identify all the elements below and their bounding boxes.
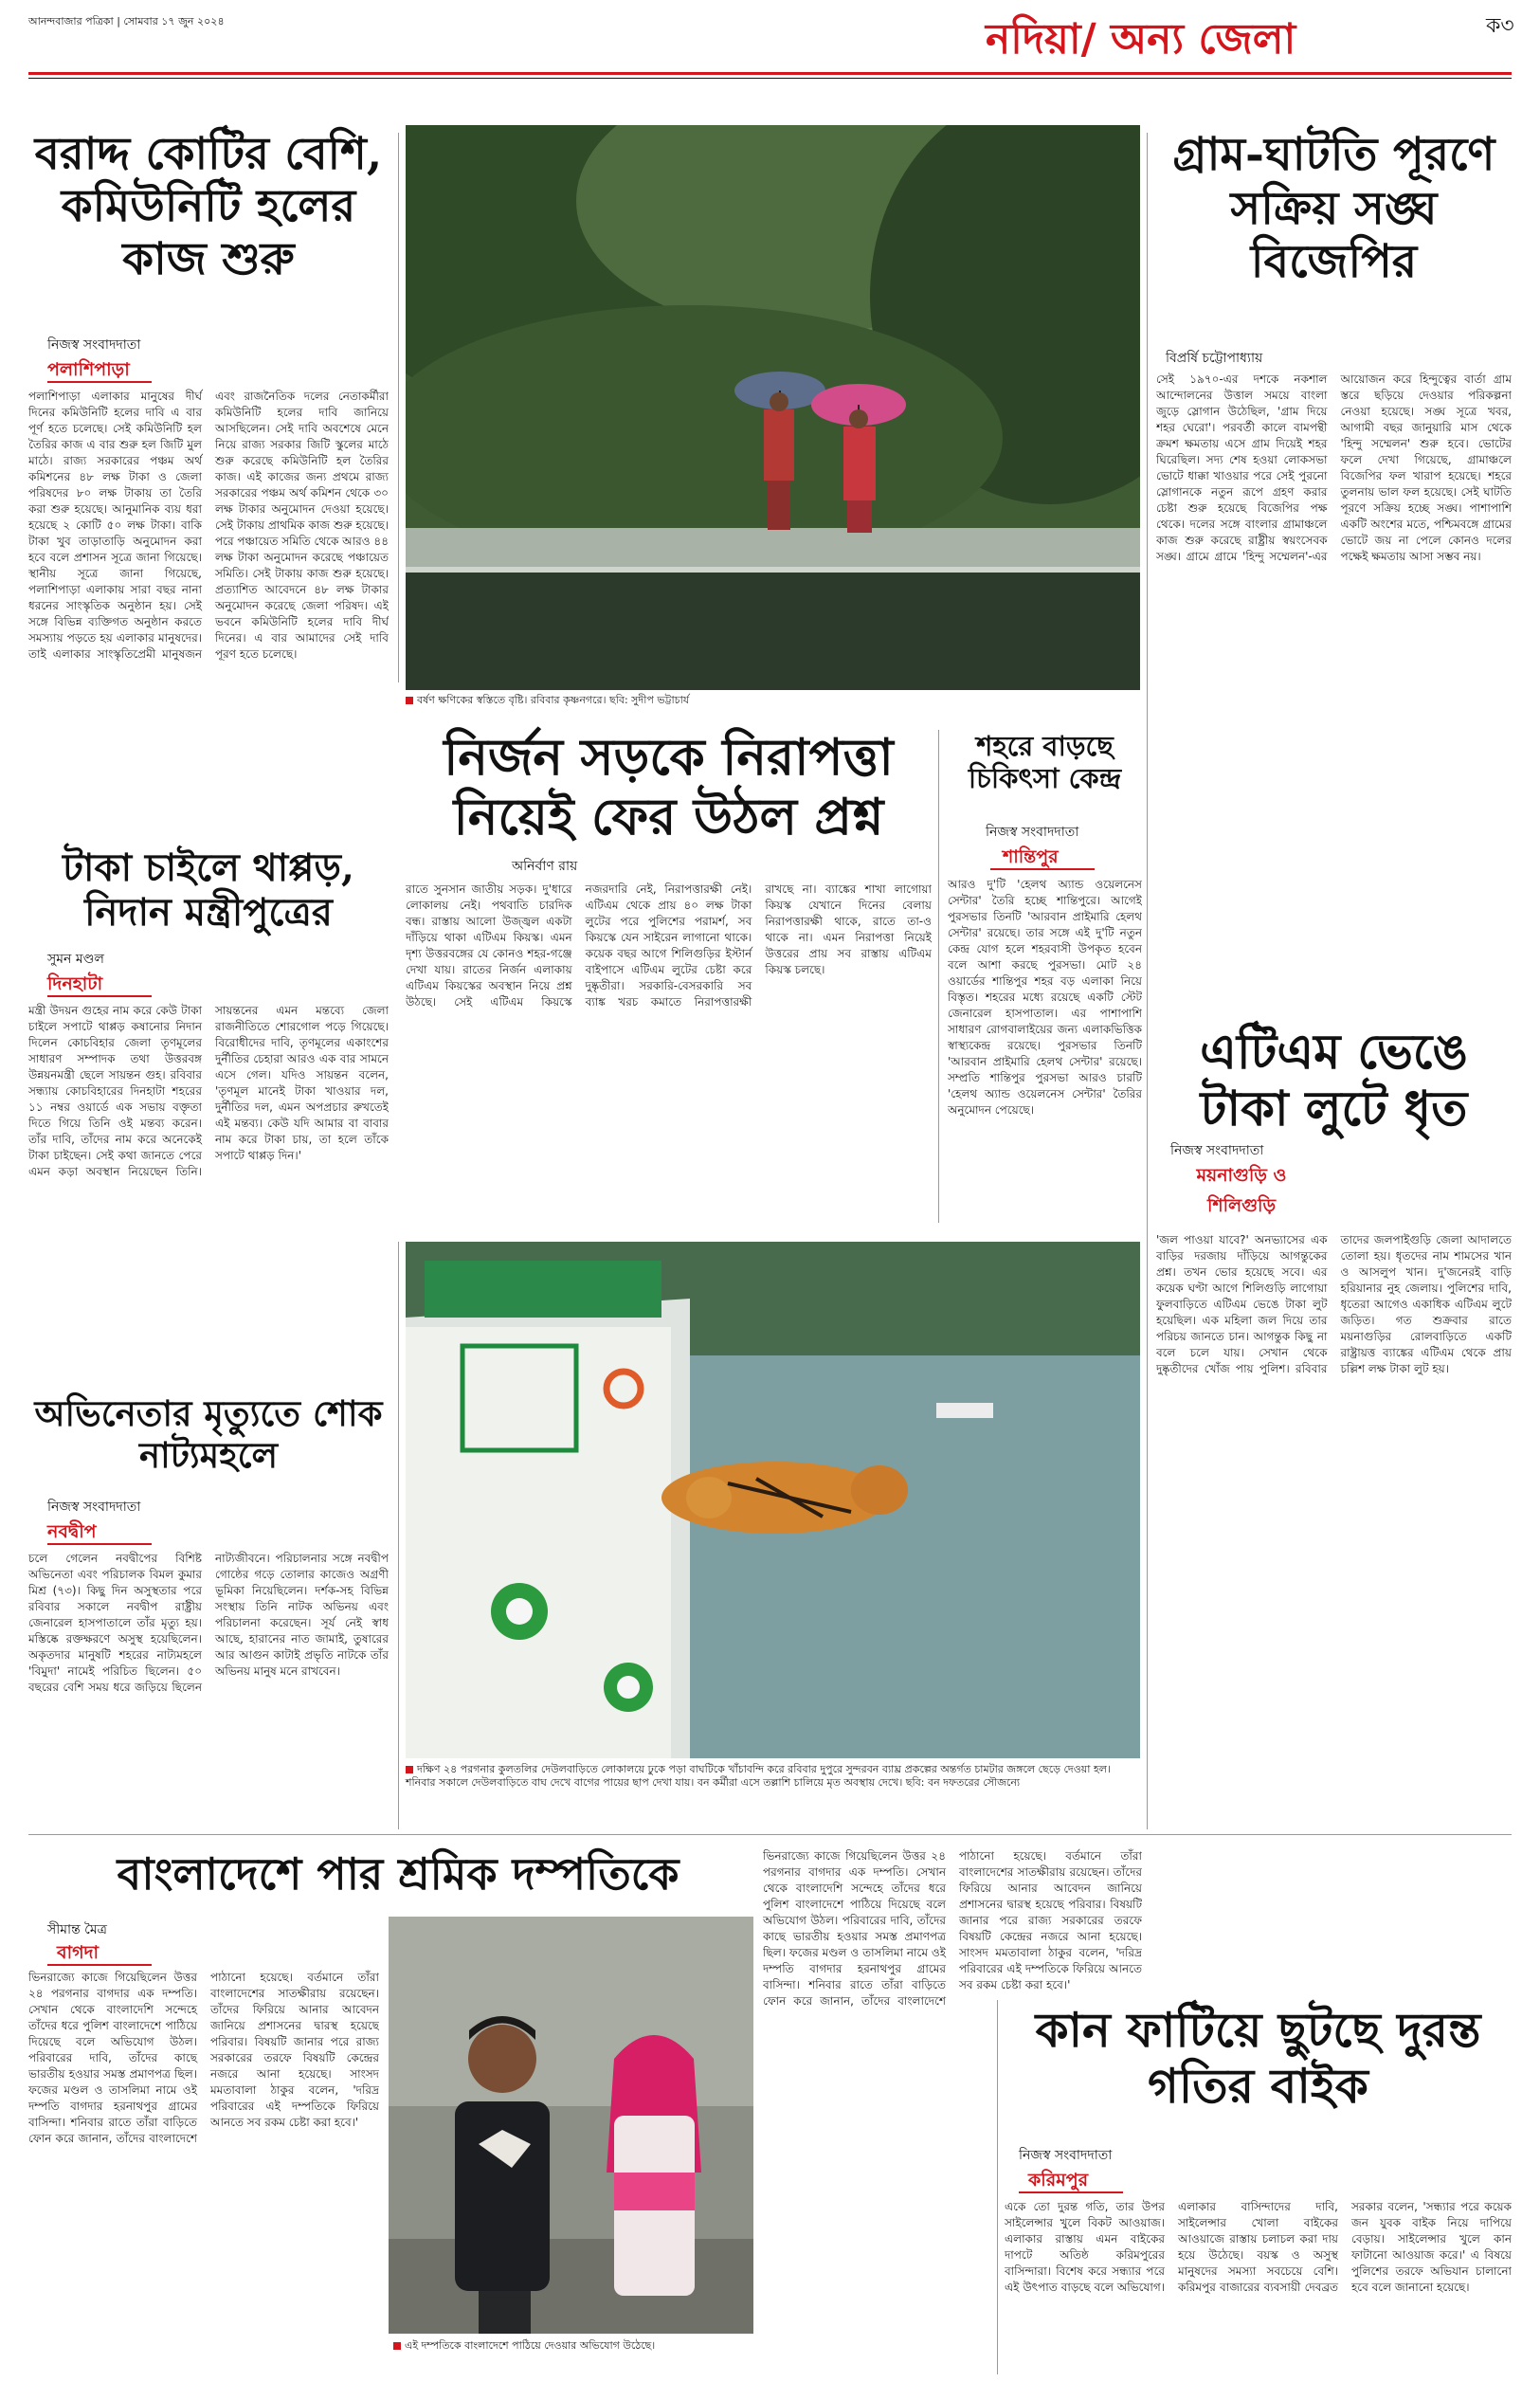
photo-couple <box>389 1917 753 2334</box>
divider <box>398 1242 399 1829</box>
issue-date: সোমবার ১৭ জুন ২০২৪ <box>123 15 225 27</box>
story3-redline <box>47 1543 152 1545</box>
story9-byline: নিজস্ব সংবাদদাতা <box>1019 2148 1113 2163</box>
story6-byline: বিপ্রর্ষি চট্টোপাধ্যায় <box>1166 351 1263 366</box>
divider <box>398 133 399 682</box>
story8-redline <box>47 1964 152 1966</box>
divider <box>28 1834 1512 1835</box>
photo-tiger-release <box>406 1242 1140 1758</box>
photo1-caption-text: বর্ষণ ক্ষণিকের স্বস্তিতে বৃষ্টি। রবিবার কৃষ্ণনগরে। ছবি: সুদীপ ভট্টাচার্য <box>417 694 690 706</box>
masthead-date: আনন্দবাজার পত্রিকা | সোমবার ১৭ জুন ২০২৪ <box>28 15 225 27</box>
story7-body: 'জল পাওয়া যাবে?' অনভ্যাসের এক বাড়ির দরজায় দাঁড়িয়ে আগন্তুকের প্রশ্ন। তখন ভোর হয়েছে সবে। এর কয়েক ঘণ্টা আগে শিলিগুড়ি লাগোয়া ফুলবাড়িতে এটিএম ভেঙে টাকা লুট হয়েছিল। এক মহিলা জল দিয়ে তার পরিচয় জানতে চান। আগন্তুক কিছু না বলে চলে যায়। সেখান থেকে দুষ্কৃতীদের খোঁজ পায় পুলিশ। রবিবার তাদের জলপাইগুড়ি জেলা আদালতে তোলা হয়। ধৃতদের নাম শামসের খান ও আসলুপ খান। দু'জনেরই বাড়ি হরিয়ানার নুহ জেলায়। পুলিশের দাবি, ধৃতেরা আগেও একাধিক এটিএম লুটে জড়িত। গত শুক্রবার রাতে ময়নাগুড়ির রোলবাড়িতে একটি রাষ্ট্রায়ত্ত ব্যাঙ্কের এটিএম থেকে প্রায় চল্লিশ লক্ষ টাকা লুট হয়। <box>1156 1233 1512 1375</box>
story3-byline: নিজস্ব সংবাদদাতা <box>47 1500 141 1515</box>
photo2-caption <box>406 1763 1140 1790</box>
story1-redline <box>47 381 152 383</box>
story9-place: করিমপুর <box>1028 2170 1089 2191</box>
story1-place: পলাশিপাড়া <box>47 359 130 380</box>
story4-body: রাতে সুনসান জাতীয় সড়ক। দু'ধারে লোকালয় নেই। পথবাতি চারদিক বন্ধ। রাস্তায় আলো উজ্জ্বল একটা দাঁড়িয়ে থাকা এটিএম কিয়স্ক। এমন দৃশ্য উত্তরবঙ্গের যে কোনও শহর-গঞ্জে দেখা যায়। রাতের নির্জন এলাকায় এটিএম কিয়স্কের অবস্থান নিয়ে প্রশ্ন উঠছে। সেই এটিএম কিয়স্কে নজরদারি নেই, নিরাপত্তারক্ষী নেই। এটিএম থেকে প্রায় ৪০ লক্ষ টাকা লুটের পরে পুলিশের পরামর্শ, সব কিয়স্কে যেন সাইরেন লাগানো থাকে। কয়েক বছর আগে শিলিগুড়ির ইস্টার্ন বাইপাসে এটিএম লুটের চেষ্টা করে দুষ্কৃতীরা। সরকারি-বেসরকারি সব ব্যাঙ্ক খরচ কমাতে নিরাপত্তারক্ষী রাখছে না। ব্যাঙ্কের শাখা লাগোয়া কিয়স্ক যেখানে দিনের বেলায় নিরাপত্তারক্ষী থাকে, রাতে তা-ও থাকে না। এমন নিরাপত্তা নিয়েই উত্তরের প্রায় সব রাস্তায় এটিএম কিয়স্ক চলছে। <box>406 882 932 1009</box>
paper-name: আনন্দবাজার পত্রিকা <box>28 15 114 27</box>
story7-place: ময়নাগুড়ি ও শিলিগুড়ি <box>1196 1165 1287 1216</box>
story6-body: সেই ১৯৭০-এর দশকে নকশাল আন্দোলনের উত্তাল সময়ে বাংলা জুড়ে স্লোগান উঠেছিল, 'গ্রাম দিয়ে শহর ঘেরো'। পরবর্তী কালে বামপন্থী ক্রমশ ক্ষমতায় এসে গ্রাম দিয়েই শহর ঘিরেছিল। সদ্য শেষ হওয়া লোকসভা ভোটে ধাক্কা খাওয়ার পরে সেই পুরনো স্লোগানকে নতুন রূপে গ্রহণ করার চেষ্টা শুরু হয়েছে বিজেপির পক্ষ থেকে। দলের সঙ্গে বাংলার গ্রামাঞ্চলে কাজ শুরু করেছে রাষ্ট্রীয় স্বয়ংসেবক সঙ্ঘ। গ্রামে গ্রামে 'হিন্দু সম্মেলন'-এর আয়োজন করে হিন্দুত্বের বার্তা গ্রাম স্তরে ছড়িয়ে দেওয়ার পরিকল্পনা নেওয়া হয়েছে। সঙ্ঘ সূত্রে খবর, আগামী বছর জানুয়ারি মাস থেকে 'হিন্দু সম্মেলন' শুরু হবে। ভোটের ফলে দেখা গিয়েছে, গ্রামাঞ্চলে বিজেপির ফল খারাপ হয়েছে। শহরে তুলনায় ভাল ফল হয়েছে। সেই ঘাটতি পূরণে সক্রিয় হচ্ছে সঙ্ঘ। পাশাপাশি একটি অংশের মতে, পশ্চিমবঙ্গে গ্রামের ভোটে জয় না পেলে কোনও দলের পক্ষেই ক্ষমতায় আসা সম্ভব নয়। <box>1156 373 1512 563</box>
top-rule-thin <box>28 78 1512 79</box>
story1-byline: নিজস্ব সংবাদদাতা <box>47 337 141 353</box>
photo3-caption <box>393 2339 753 2353</box>
story1-headline: বরাদ্দ কোটির বেশি, কমিউনিটি হলের কাজ শুরু <box>34 128 383 285</box>
story9-headline: কান ফাটিয়ে ছুটছে দুরন্ত গতির বাইক <box>1035 2002 1481 2114</box>
story5-headline: শহরে বাড়ছে চিকিৎসা কেন্দ্র <box>968 730 1122 795</box>
story2-byline: সুমন মণ্ডল <box>47 952 104 967</box>
divider <box>938 730 939 1223</box>
story8-byline: সীমান্ত মৈত্র <box>47 1922 107 1937</box>
photo-rain-women-umbrellas <box>406 125 1140 690</box>
caption-marker-icon <box>406 1766 413 1773</box>
story6-headline: গ্রাম-ঘাটতি পূরণে সক্রিয় সঙ্ঘ বিজেপির <box>1172 128 1495 289</box>
story2-place: দিনহাটা <box>47 973 103 994</box>
photo3-image <box>389 1917 753 2334</box>
photo1-image <box>406 125 1140 690</box>
story5-byline: নিজস্ব সংবাদদাতা <box>986 825 1079 840</box>
story3-headline: অভিনেতার মৃত্যুতে শোক নাট্যমহলে <box>34 1392 383 1476</box>
story5-redline <box>990 868 1095 870</box>
photo2-caption-text: দক্ষিণ ২৪ পরগনার কুলতলির দেউলবাড়িতে লোকালয়ে ঢুকে পড়া বাঘটিকে খাঁচাবন্দি করে রবিবার দুপুরে সুন্দরবন ব্যাঘ্র প্রকল্পের অন্তর্গত চামটার জঙ্গলে ছেড়ে দেওয়া হল। শনিবার সকালে দেউলবাড়িতে বাঘ দেখে বাগের পায়ের ছাপ দেখা যায়। বন কর্মীরা এসে তল্লাশি চালিয়ে মৃত অবস্থায় দেখে। ছবি: বন দফতরের সৌজন্যে <box>406 1763 1111 1789</box>
story9-redline <box>1019 2191 1123 2193</box>
story7-headline: এটিএম ভেঙে টাকা লুটে ধৃত <box>1200 1024 1468 1138</box>
story7-byline: নিজস্ব সংবাদদাতা <box>1170 1143 1264 1158</box>
story8-headline: বাংলাদেশে পার শ্রমিক দম্পতিকে <box>117 1848 679 1900</box>
page-number: ক৩ <box>1486 14 1514 38</box>
story4-byline: অনির্বাণ রায় <box>512 859 578 874</box>
photo1-caption <box>406 694 1140 707</box>
story2-headline: টাকা চাইলে থাপ্পড়, নিদান মন্ত্রীপুত্রের <box>63 846 354 936</box>
story9-body: একে তো দুরন্ত গতি, তার উপর সাইলেন্সার খুলে বিকট আওয়াজ। এলাকার রাস্তায় এমন বাইকের দাপটে অতিষ্ঠ করিমপুরের বাসিন্দারা। বিশেষ করে সন্ধ্যার পরে এই উৎপাত বাড়ছে বলে অভিযোগ। এলাকার বাসিন্দাদের দাবি, সাইলেন্সার খোলা বাইকের আওয়াজে রাস্তায় চলাচল করা দায় হয়ে উঠেছে। বয়স্ক ও অসুস্থ মানুষদের সমস্যা সবচেয়ে বেশি। করিমপুর বাজারের ব্যবসায়ী দেবব্রত সরকার বলেন, 'সন্ধ্যার পরে কয়েক জন যুবক বাইক নিয়ে দাপিয়ে বেড়ায়। সাইলেন্সার খুলে কান ফাটানো আওয়াজ করে।' এ বিষয়ে পুলিশের তরফে অভিযান চালানো হবে বলে জানানো হয়েছে। <box>1005 2200 1512 2294</box>
story4-headline: নির্জন সড়কে নিরাপত্তা নিয়েই ফের উঠল প্রশ্ন <box>444 728 894 846</box>
story5-body: আরও দু'টি 'হেলথ অ্যান্ড ওয়েলনেস সেন্টার' তৈরি হচ্ছে শান্তিপুরে। আগেই পুরসভার তিনটি 'আরবান প্রাইমারি হেলথ সেন্টার' রয়েছে। তার সঙ্গে এই দু'টি নতুন কেন্দ্র যোগ হলে শহরবাসী উপকৃত হবেন বলে আশা করছে পুরসভা। মোট ২৪ ওয়ার্ডের শান্তিপুর শহর বড় এলাকা নিয়ে বিস্তৃত। শহরের মধ্যে রয়েছে একটি স্টেট জেনারেল হাসপাতাল। এর পাশাপাশি সাধারণ রোগবালাইয়ের জন্য এলাকভিত্তিক স্বাস্থ্যকেন্দ্র রয়েছে। পুরসভার তিনটি 'আরবান প্রাইমারি হেলথ সেন্টার' রয়েছে। সম্প্রতি শান্তিপুর পুরসভা আরও চারটি 'হেলথ অ্যান্ড ওয়েলনেস সেন্টার' তৈরির অনুমোদন পেয়েছে। <box>948 878 1142 1117</box>
section-title: নদিয়া/ অন্য জেলা <box>986 15 1296 64</box>
top-rule <box>28 72 1512 75</box>
story3-body: চলে গেলেন নবদ্বীপের বিশিষ্ট অভিনেতা এবং পরিচালক বিমল কুমার মিশ্র (৭৩)। কিছু দিন অসুস্থতার পরে রবিবার সকালে নবদ্বীপ রাষ্ট্রীয় জেনারেল হাসপাতালে তাঁর মৃত্যু হয়। মস্তিষ্কে রক্তক্ষরণে অসুস্থ হয়েছিলেন। অকৃতদার মানুষটি শহরের নাট্যমহলে 'বিমুদা' নামেই পরিচিত ছিলেন। ৫০ বছরের বেশি সময় ধরে জড়িয়ে ছিলেন নাট্যজীবনে। পরিচালনার সঙ্গে নবদ্বীপ গোষ্ঠের গড়ে তোলার কাজেও অগ্রণী ভূমিকা নিয়েছিলেন। দর্শক-সহ বিভিন্ন সংস্থায় তিনি নাটক অভিনয় এবং পরিচালনা করেছেন। সূর্য নেই স্বাধ আছে, হারানের নাত জামাই, তুষারের আর আগুন কাটাই প্রভৃতি নাটকে তাঁর অভিনয় মানুষ মনে রাখবেন। <box>28 1552 389 1694</box>
story8-body-right: ভিনরাজ্যে কাজে গিয়েছিলেন উত্তর ২৪ পরগনার বাগদার এক দম্পতি। সেখান থেকে বাংলাদেশি সন্দেহে তাঁদের ধরে পুলিশ বাংলাদেশে পাঠিয়ে দিয়েছে বলে অভিযোগ উঠল। পরিবারের দাবি, তাঁদের কাছে ভারতীয় হওয়ার সমস্ত প্রমাণপত্র ছিল। ফজের মণ্ডল ও তাসলিমা নামে ওই দম্পতি বাগদার হরনাথপুর গ্রামের বাসিন্দা। শনিবার রাতে তাঁরা বাড়িতে ফোন করে জানান, তাঁদের বাংলাদেশে পাঠানো হয়েছে। বর্তমানে তাঁরা বাংলাদেশের সাতক্ষীরায় রয়েছেন। তাঁদের ফিরিয়ে আনার আবেদন জানিয়ে প্রশাসনের দ্বারস্থ হয়েছে পরিবার। বিষয়টি জানার পরে রাজ্য সরকারের তরফে বিষয়টি কেন্দ্রের নজরে আনা হয়েছে। সাংসদ মমতাবালা ঠাকুর বলেন, 'দরিদ্র পরিবারের এই দম্পতিকে ফিরিয়ে আনতে সব রকম চেষ্টা করা হবে।' <box>763 1849 1142 2008</box>
story5-place: শান্তিপুর <box>1003 846 1059 867</box>
story2-body: মন্ত্রী উদয়ন গুহের নাম করে কেউ টাকা চাইলে সপাটে থাপ্পড় কষানোর নিদান দিলেন কোচবিহার জেলা তৃণমূলের সাধারণ সম্পাদক তথা উত্তরবঙ্গ উন্নয়নমন্ত্রী ছেলে সায়ন্তন গুহ। রবিবার সন্ধ্যায় কোচবিহারের দিনহাটা শহরের ১১ নম্বর ওয়ার্ডে এক সভায় বক্তৃতা দিতে গিয়ে তিনি ওই মন্তব্য করেন। তাঁর দাবি, তাঁদের নাম করে অনেকেই টাকা চাইছেন। সেই কথা জানতে পেরে এমন কড়া অবস্থান নিয়েছেন তিনি। সায়ন্তনের এমন মন্তব্যে জেলা রাজনীতিতে শোরগোল পড়ে গিয়েছে। বিরোধীদের দাবি, তৃণমূলের একাংশের দুর্নীতির চেহারা আরও এক বার সামনে এসে গেল। যদিও সায়ন্তন বলেন, 'তৃণমূল মানেই টাকা খাওয়ার দল, দুর্নীতির দল, এমন অপপ্রচার রুখতেই এই মন্তব্য। কেউ যদি আমার বা বাবার নাম করে টাকা চায়, তা হলে তাঁকে সপাটে থাপ্পড় দিন।' <box>28 1004 389 1178</box>
story8-place: বাগদা <box>57 1942 100 1963</box>
story2-redline <box>47 995 152 997</box>
caption-marker-icon <box>406 697 413 704</box>
caption-marker-icon <box>393 2342 401 2350</box>
story1-body: পলাশিপাড়া এলাকার মানুষের দীর্ঘ দিনের কমিউনিটি হলের দাবি এ বার পূর্ণ হতে চলেছে। সেই কমিউনিটি হল তৈরির কাজ এ বার শুরু হল জিটি মুল মাঠে। রাজ্য সরকারের পঞ্চম অর্থ কমিশনের ৪৮ লক্ষ টাকা ও জেলা পরিষদের ৮০ লক্ষ টাকায় তা তৈরি করা শুরু হয়েছে। আনুমানিক ব্যয় ধরা হয়েছে ২ কোটি ৫০ লক্ষ টাকা। বাকি টাকা খুব তাড়াতাড়ি অনুমোদন করা হবে বলে প্রশাসন সূত্রে জানা গিয়েছে। স্থানীয় সূত্রে জানা গিয়েছে, পলাশিপাড়া এলাকায় সারা বছর নানা ধরনের সাংস্কৃতিক অনুষ্ঠান হয়। সেই সঙ্গে বিভিন্ন ব্যক্তিগত অনুষ্ঠান করতে সমস্যায় পড়তে হয় এলাকার মানুষদের। তাই এলাকার সাংস্কৃতিপ্রেমী মানুষজন এবং রাজনৈতিক দলের নেতাকর্মীরা কমিউনিটি হলের দাবি জানিয়ে আসছিলেন। সেই দাবি অবশেষে মেনে নিয়ে রাজ্য সরকার জিটি স্কুলের মাঠে শুরু করেছে কমিউনিটি হল তৈরির কাজ। এই কাজের জন্য প্রথমে রাজ্য সরকারের পঞ্চম অর্থ কমিশন থেকে ৩০ লক্ষ টাকার অনুমোদন দেওয়া হয়েছে। সেই টাকায় প্রাথমিক কাজ শুরু হয়েছে। পরে পঞ্চায়েত সমিতি থেকে আরও ৪৪ লক্ষ টাকা অনুমোদন করেছে পঞ্চায়েত সমিতি। সেই টাকায় কাজ শুরু হয়েছে। প্রত্যাশিত আবেদনে ৪৮ লক্ষ টাকার অনুমোদন করেছে জেলা পরিষদ। এই ভবনে কমিউনিটি হলের দাবি দীর্ঘ দিনের। এ বার আমাদের সেই দাবি পূরণ হতে চলেছে। <box>28 390 389 661</box>
story7-intro <box>1336 1139 1512 1225</box>
divider <box>997 2000 998 2374</box>
story8-body-left: ভিনরাজ্যে কাজে গিয়েছিলেন উত্তর ২৪ পরগনার বাগদার এক দম্পতি। সেখান থেকে বাংলাদেশি সন্দেহে তাঁদের ধরে পুলিশ বাংলাদেশে পাঠিয়ে দিয়েছে বলে অভিযোগ উঠল। পরিবারের দাবি, তাঁদের কাছে ভারতীয় হওয়ার সমস্ত প্রমাণপত্র ছিল। ফজের মণ্ডল ও তাসলিমা নামে ওই দম্পতি বাগদার হরনাথপুর গ্রামের বাসিন্দা। শনিবার রাতে তাঁরা বাড়িতে ফোন করে জানান, তাঁদের বাংলাদেশে পাঠানো হয়েছে। বর্তমানে তাঁরা বাংলাদেশের সাতক্ষীরায় রয়েছেন। তাঁদের ফিরিয়ে আনার আবেদন জানিয়ে প্রশাসনের দ্বারস্থ হয়েছে পরিবার। বিষয়টি জানার পরে রাজ্য সরকারের তরফে বিষয়টি কেন্দ্রের নজরে আনা হয়েছে। সাংসদ মমতাবালা ঠাকুর বলেন, 'দরিদ্র পরিবারের এই দম্পতিকে ফিরিয়ে আনতে সব রকম চেষ্টা করা হবে।' <box>28 1971 379 2145</box>
divider <box>1147 133 1148 1829</box>
photo2-image <box>406 1242 1140 1758</box>
story3-place: নবদ্বীপ <box>47 1521 97 1542</box>
photo3-caption-text: এই দম্পতিকে বাংলাদেশে পাঠিয়ে দেওয়ার অভিযোগ উঠেছে। <box>405 2339 656 2352</box>
